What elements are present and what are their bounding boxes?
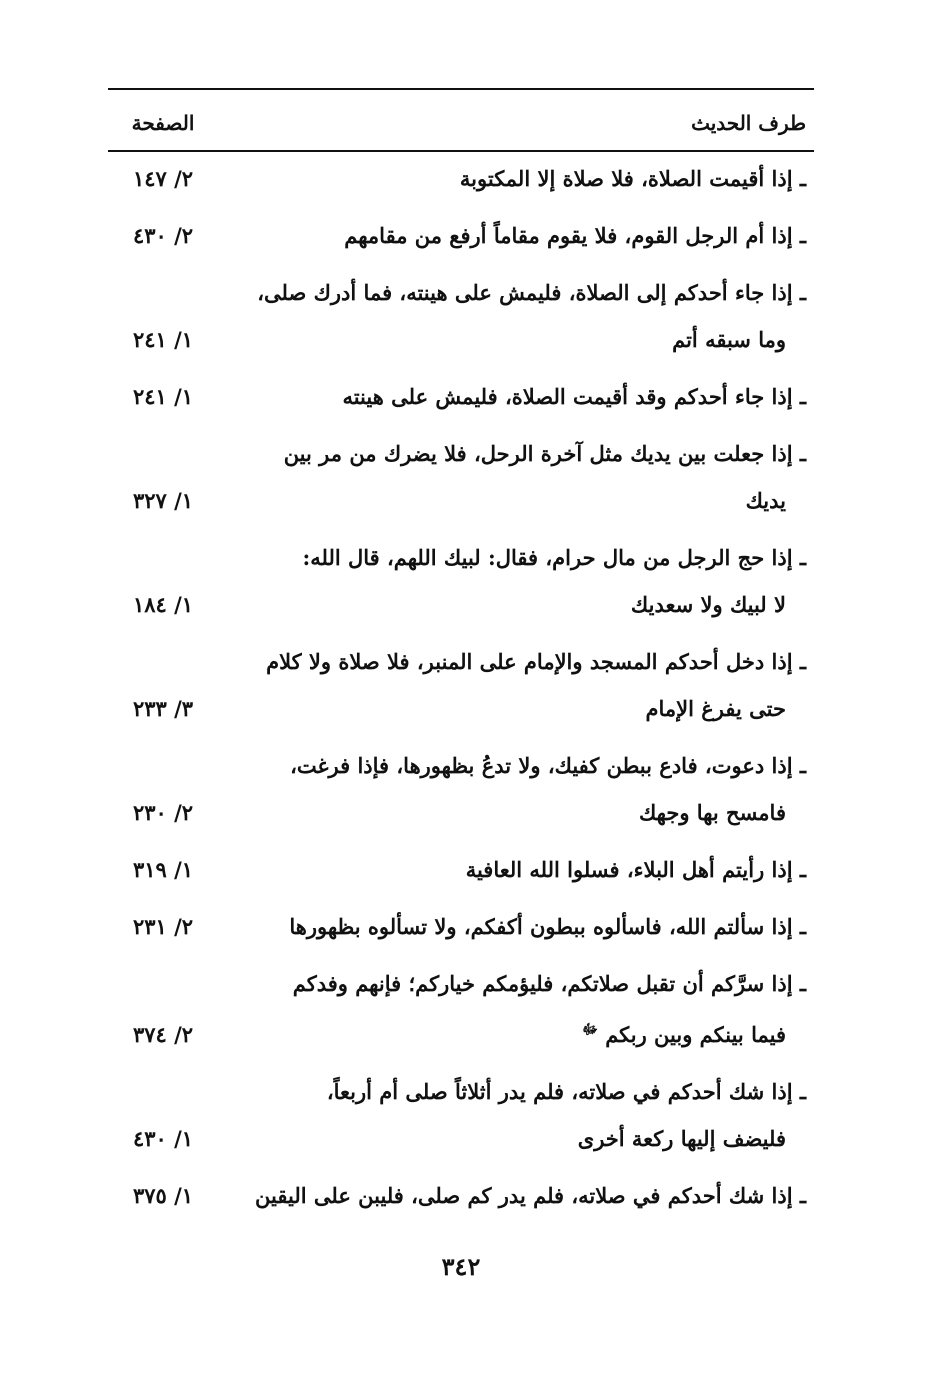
hadith-line: فليضف إليها ركعة أخرى xyxy=(577,1126,786,1151)
hadith-text xyxy=(218,373,814,420)
hadith-line: ـ إذا سرَّكم أن تقبل صلاتكم، فليؤمكم خياركم؛ فإنهم وفدكم xyxy=(292,971,806,996)
page-reference: ١/ ١٨٤ xyxy=(132,592,194,617)
index-entry xyxy=(108,638,814,732)
top-rule xyxy=(108,88,814,90)
hadith-line: ـ إذا جاء أحدكم إلى الصلاة، فليمش على هينته، فما أدرك صلى، xyxy=(257,280,806,305)
hadith-text xyxy=(218,742,814,836)
index-entry xyxy=(108,960,814,1058)
index-entry xyxy=(108,742,814,836)
column-header-page: الصفحة xyxy=(131,111,195,135)
column-header-hadith-start: طرف الحديث xyxy=(691,111,806,135)
header-rule xyxy=(108,150,814,152)
hadith-line: ـ إذا دخل أحدكم المسجد والإمام على المنبر، فلا صلاة ولا كلام xyxy=(266,649,806,674)
hadith-text xyxy=(218,903,814,950)
hadith-line: ـ إذا شك أحدكم في صلاته، فلم يدر أثلاثاً صلى أم أربعاً، xyxy=(326,1079,806,1104)
page-reference: ٢/ ١٤٧ xyxy=(132,166,194,191)
hadith-line: ـ إذا أقيمت الصلاة، فلا صلاة إلا المكتوبة xyxy=(459,166,806,191)
hadith-text xyxy=(218,534,814,628)
page-reference: ٢/ ٤٣٠ xyxy=(132,223,194,248)
index-entry xyxy=(108,373,814,420)
page-reference: ١/ ٤٣٠ xyxy=(132,1126,194,1151)
page-reference: ٢/ ٣٧٤ xyxy=(132,1022,194,1047)
hadith-line: يديك xyxy=(745,488,786,513)
page-reference: ١/ ٣٢٧ xyxy=(132,488,194,513)
hadith-text xyxy=(218,430,814,524)
hadith-text xyxy=(218,846,814,893)
hadith-line: لا لبيك ولا سعديك xyxy=(630,592,786,617)
hadith-line-text: فيما بينكم وبين ربكم xyxy=(605,1022,786,1047)
document-page xyxy=(108,0,814,1376)
page-reference: ١/ ٣١٩ xyxy=(132,857,194,882)
table-header xyxy=(108,98,814,148)
page-reference: ٢/ ٢٣٠ xyxy=(132,800,194,825)
index-entry xyxy=(108,430,814,524)
page-reference: ٣/ ٢٣٣ xyxy=(132,696,194,721)
honorific-glyph: ﷻ xyxy=(582,1022,598,1038)
index-entry xyxy=(108,846,814,893)
hadith-line xyxy=(218,1007,806,1058)
index-entry xyxy=(108,269,814,363)
hadith-line: ـ إذا أم الرجل القوم، فلا يقوم مقاماً أرفع من مقامهم xyxy=(344,223,806,248)
hadith-text xyxy=(218,960,814,1058)
page-number: ٣٤٢ xyxy=(441,1252,481,1281)
hadith-text xyxy=(218,638,814,732)
hadith-line: ـ إذا جعلت بين يديك مثل آخرة الرحل، فلا يضرك من مر بين xyxy=(283,441,806,466)
index-entry xyxy=(108,1068,814,1162)
hadith-text xyxy=(218,1172,814,1219)
hadith-line: ـ إذا جاء أحدكم وقد أقيمت الصلاة، فليمش على هينته xyxy=(342,384,806,409)
index-entry xyxy=(108,534,814,628)
index-entry xyxy=(108,903,814,950)
hadith-line: ـ إذا سألتم الله، فاسألوه ببطون أكفكم، ولا تسألوه بظهورها xyxy=(289,914,806,939)
page-reference: ١/ ٣٧٥ xyxy=(132,1183,194,1208)
hadith-index-list xyxy=(108,155,814,1219)
page-reference: ٢/ ٢٣١ xyxy=(132,914,194,939)
index-entry xyxy=(108,155,814,202)
hadith-line: ـ إذا دعوت، فادع ببطن كفيك، ولا تدعُ بظهورها، فإذا فرغت، xyxy=(290,753,806,778)
hadith-line: حتى يفرغ الإمام xyxy=(645,696,786,721)
page-reference: ١/ ٢٤١ xyxy=(132,384,194,409)
page-reference: ١/ ٢٤١ xyxy=(132,327,194,352)
hadith-text xyxy=(218,269,814,363)
hadith-text xyxy=(218,155,814,202)
hadith-line: ـ إذا شك أحدكم في صلاته، فلم يدر كم صلى، فليبن على اليقين xyxy=(255,1183,806,1208)
hadith-line: فامسح بها وجهك xyxy=(638,800,786,825)
hadith-line: ـ إذا رأيتم أهل البلاء، فسلوا الله العافية xyxy=(465,857,806,882)
hadith-text xyxy=(218,1068,814,1162)
index-entry xyxy=(108,1172,814,1219)
hadith-line: ـ إذا حج الرجل من مال حرام، فقال: لبيك اللهم، قال الله: xyxy=(302,545,806,570)
hadith-text xyxy=(218,212,814,259)
hadith-line: وما سبقه أتم xyxy=(672,327,786,352)
index-entry xyxy=(108,212,814,259)
